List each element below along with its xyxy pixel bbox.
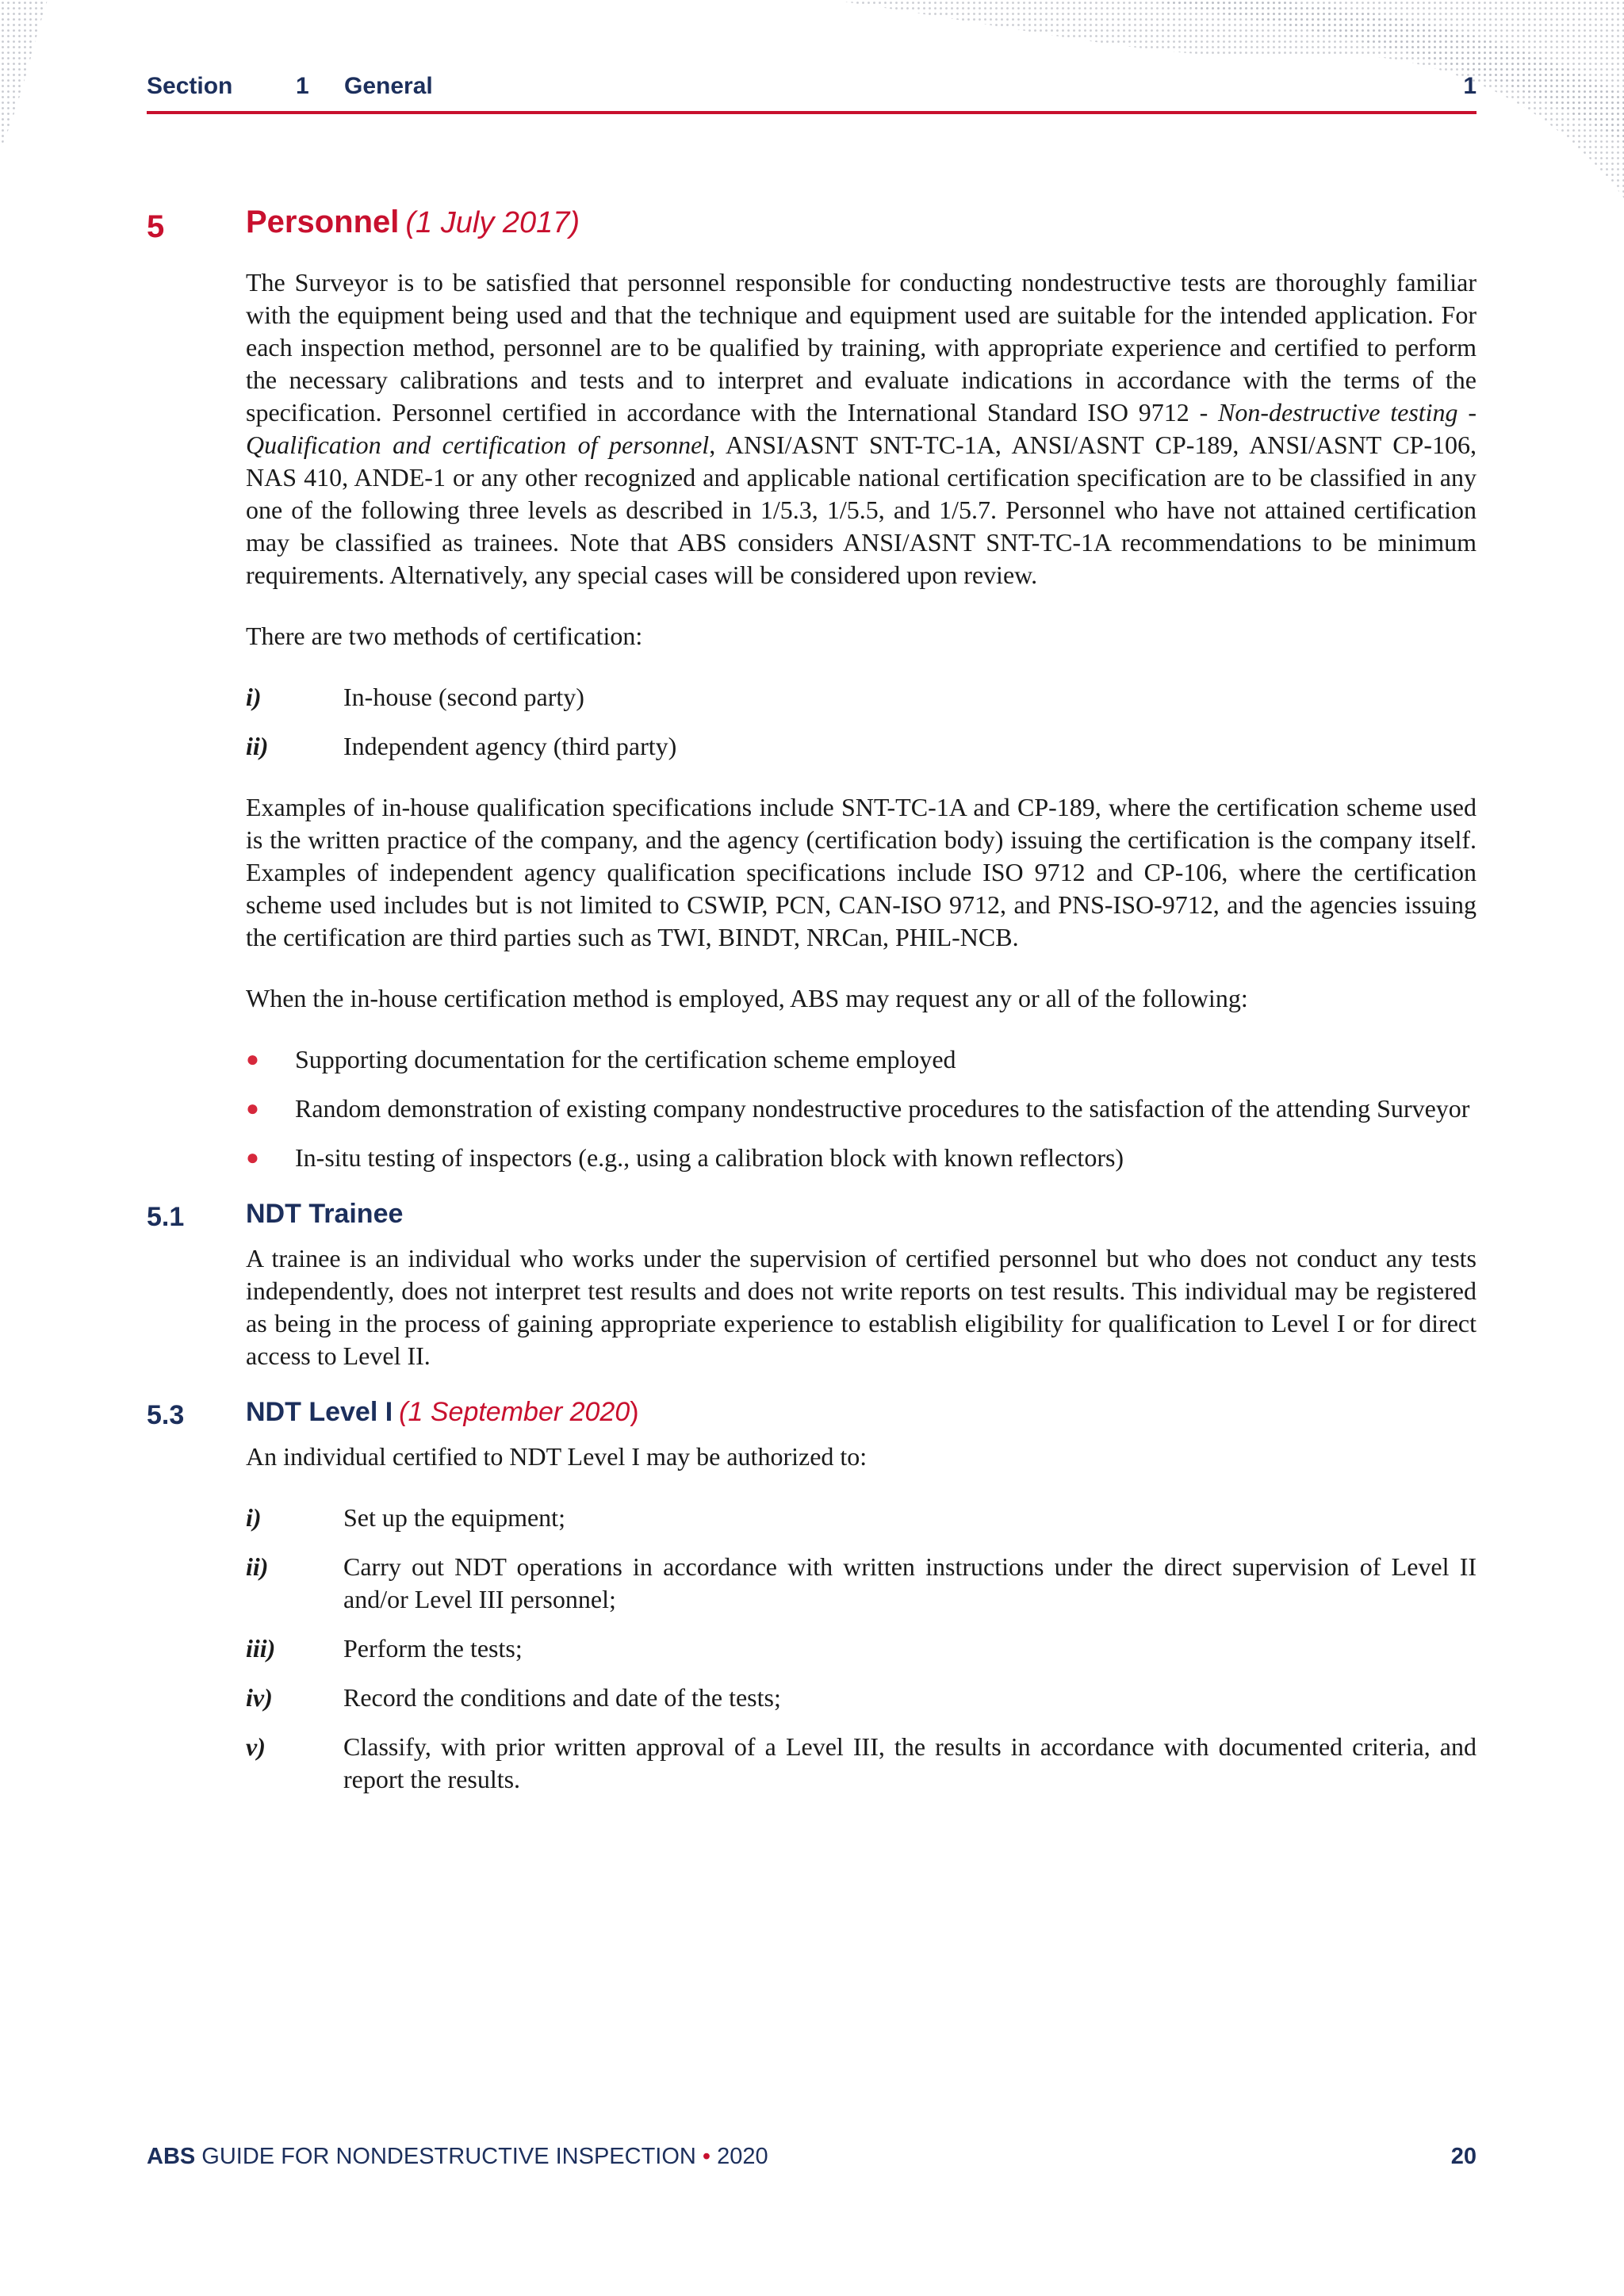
section-5-1-paragraph: A trainee is an individual who works under the supervision of certified personnel but who does not conduct any tests independently, does not interpret test results and does not write reports on test results. This individual may be registered as being in the process of gaining appropriate experience to establish eligibility for qualification to Level I or for direct access to Level II. <box>246 1244 1477 1370</box>
header-rule <box>147 111 1477 114</box>
header-section-title: General <box>344 73 433 99</box>
list-item-text: In-situ testing of inspectors (e.g., using a calibration block with known reflectors) <box>295 1143 1124 1172</box>
section-5-3-date-close: ) <box>630 1397 639 1427</box>
list-item-text: Record the conditions and date of the tests; <box>343 1683 781 1712</box>
bullet-icon: ● <box>246 1096 259 1121</box>
list-item <box>246 1502 1477 1534</box>
list-item-label: ii) <box>246 1552 269 1581</box>
certification-methods-list <box>246 681 1477 763</box>
header-section-number: 1 <box>296 73 309 99</box>
list-item-text: Random demonstration of existing company nondestructive procedures to the satisfaction of the attending Surveyor <box>295 1094 1470 1123</box>
running-footer <box>147 2144 1477 2175</box>
section-5-1-heading <box>147 1198 1477 1236</box>
list-item <box>246 1142 1477 1174</box>
footer-year: 2020 <box>717 2144 768 2169</box>
in-house-requests-list <box>246 1043 1477 1174</box>
list-item-text: Independent agency (third party) <box>343 732 677 760</box>
list-item-text: Classify, with prior written approval of a Level III, the results in accordance with documented criteria, and report the results. <box>343 1732 1477 1793</box>
list-item-label: i) <box>246 683 262 711</box>
list-item-text: Supporting documentation for the certification scheme employed <box>295 1045 956 1073</box>
list-item <box>246 1682 1477 1714</box>
section-5-3-date-open: ( <box>399 1397 408 1427</box>
section-5-paragraph-4: When the in-house certification method is employed, ABS may request any or all of the following: <box>246 984 1248 1012</box>
footer-guide-title: GUIDE FOR NONDESTRUCTIVE INSPECTION <box>201 2144 696 2169</box>
section-5-3-title: NDT Level I <box>246 1397 393 1427</box>
level-1-duties-list <box>246 1502 1477 1796</box>
list-item-text: Set up the equipment; <box>343 1503 565 1532</box>
document-body <box>147 205 1477 1812</box>
bullet-icon: ● <box>246 1146 259 1170</box>
list-item-text: Perform the tests; <box>343 1634 523 1663</box>
section-5-1-title: NDT Trainee <box>246 1199 404 1229</box>
section-5-date: (1 July 2017) <box>405 206 580 239</box>
page-number: 20 <box>1450 2144 1477 2169</box>
running-header <box>147 73 1477 106</box>
list-item <box>246 681 1477 714</box>
list-item-label: ii) <box>246 732 269 760</box>
section-5-heading <box>147 205 1477 249</box>
list-item <box>246 1043 1477 1076</box>
iso-9712-title: Non-destructive testing - Qualification and certification of personnel <box>246 398 1477 459</box>
list-item <box>246 730 1477 763</box>
list-item-label: i) <box>246 1503 262 1532</box>
list-item-label: v) <box>246 1732 266 1761</box>
list-item <box>246 1731 1477 1796</box>
header-section-label: Section <box>147 73 233 99</box>
para1-text-b: , ANSI/ASNT SNT-TC-1A, ANSI/ASNT CP-189, ANSI/ASNT CP-106, NAS 410, ANDE-1 or any other recognized and applicable national certification specification are to be classified in any one of the following three levels as described in 1/5.3, 1/5.5, and 1/5.7. Personnel who have not attained certification may be classified as trainees. Note that ABS considers ANSI/ASNT SNT-TC-1A recommendations to be minimum requirements. Alternatively, any special cases will be considered upon review. <box>246 430 1477 589</box>
section-5-number: 5 <box>147 209 165 244</box>
footer-title-line <box>147 2144 768 2170</box>
section-5-paragraph-3: Examples of in-house qualification specifications include SNT-TC-1A and CP-189, where the certification scheme used is the written practice of the company, and the agency (certification body) issuing the certification is the company itself. Examples of independent agency qualification specifications include ISO 9712 and CP-106, where the certification scheme used includes but is not limited to CSWIP, PCN, CAN-ISO 9712, and PNS-ISO-9712, and the agencies issuing the certification are third parties such as TWI, BINDT, NRCan, PHIL-NCB. <box>246 793 1477 951</box>
section-5-title: Personnel <box>246 205 400 239</box>
list-item <box>246 1551 1477 1616</box>
footer-separator: • <box>702 2144 711 2169</box>
para1-text-a: The Surveyor is to be satisfied that personnel responsible for conducting nondestructive tests are thoroughly familiar with the equipment being used and that the technique and equipment used are suitable for the intended application. For each inspection method, personnel are to be qualified by training, with appropriate experience and certified to perform the necessary calibrations and tests and to interpret and evaluate indications in accordance with the terms of the specification. Personnel certified in accordance with the International Standard ISO 9712 - <box>246 268 1477 427</box>
list-item <box>246 1093 1477 1125</box>
section-5-1-number: 5.1 <box>147 1202 185 1232</box>
section-5-paragraph-2: There are two methods of certification: <box>246 622 643 650</box>
header-chapter-number: 1 <box>1463 73 1477 99</box>
section-5-3-number: 5.3 <box>147 1400 185 1430</box>
list-item-text: Carry out NDT operations in accordance with written instructions under the direct supervision of Level II and/or Level III personnel; <box>343 1552 1477 1613</box>
section-5-3-heading <box>147 1396 1477 1434</box>
bullet-icon: ● <box>246 1047 259 1072</box>
section-5-paragraph-1 <box>246 266 1477 591</box>
list-item-label: iii) <box>246 1634 276 1663</box>
section-5-3-paragraph: An individual certified to NDT Level I may be authorized to: <box>246 1442 868 1471</box>
list-item-text: In-house (second party) <box>343 683 584 711</box>
abs-logo-text: ABS <box>147 2144 196 2169</box>
section-5-3-date: 1 September 2020 <box>408 1397 630 1427</box>
list-item <box>246 1632 1477 1665</box>
list-item-label: iv) <box>246 1683 273 1712</box>
